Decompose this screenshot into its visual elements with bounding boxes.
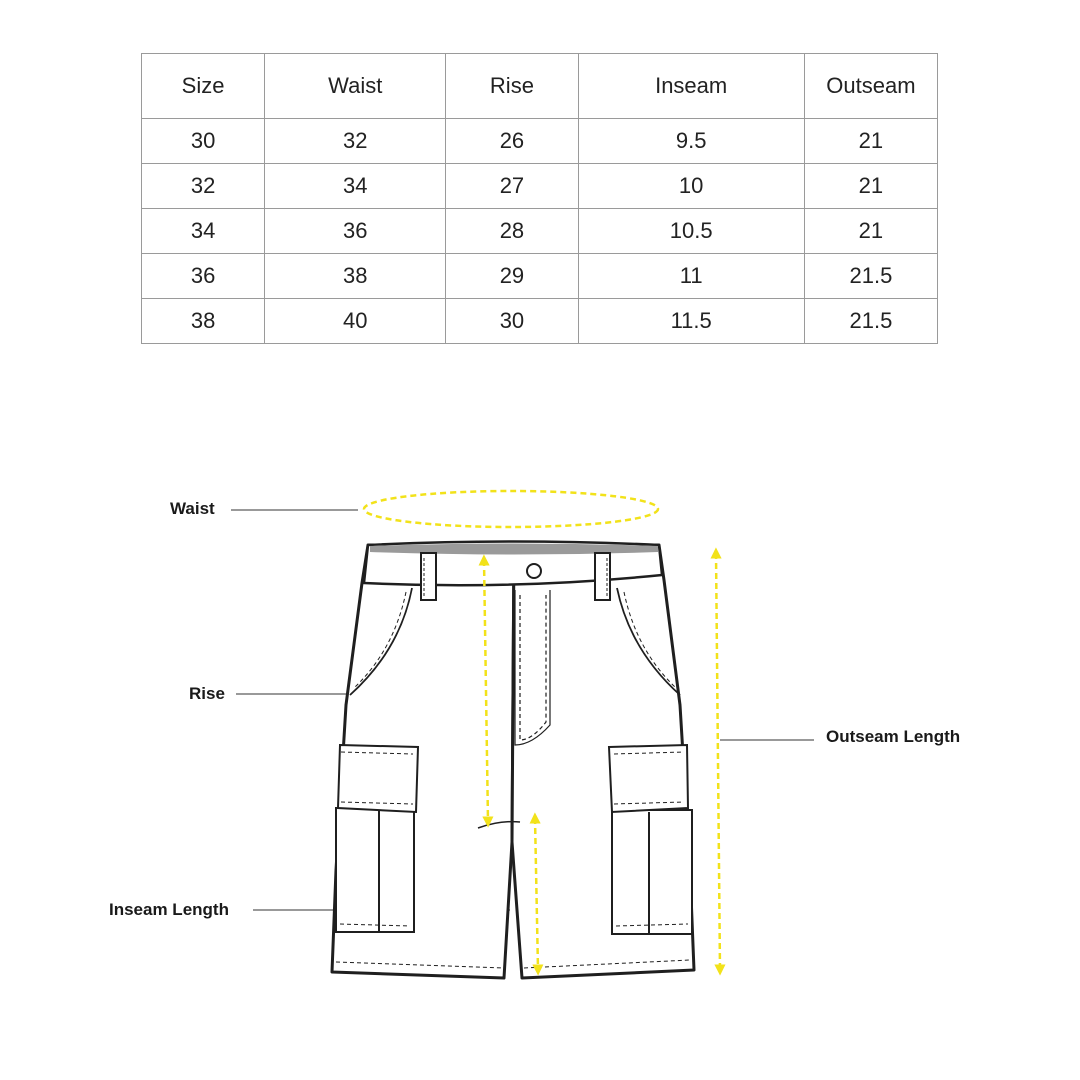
outseam-label: Outseam Length	[826, 727, 961, 746]
shorts-left-side	[332, 545, 514, 978]
cell-outseam: 21.5	[804, 299, 937, 344]
cell-size: 32	[142, 164, 265, 209]
cell-inseam: 11.5	[578, 299, 804, 344]
leader-lines	[231, 510, 814, 910]
size-chart-table	[141, 53, 938, 344]
cell-waist: 32	[265, 119, 446, 164]
cell-outseam: 21.5	[804, 254, 937, 299]
inseam-arrow	[535, 818, 538, 970]
cell-inseam: 10	[578, 164, 804, 209]
right-cargo-pocket	[609, 745, 692, 934]
front-pockets	[350, 588, 680, 695]
cell-waist: 38	[265, 254, 446, 299]
header-rise: Rise	[446, 54, 578, 119]
outseam-arrow	[716, 553, 720, 970]
cell-size: 38	[142, 299, 265, 344]
waistband	[364, 542, 662, 586]
rise-label: Rise	[189, 684, 225, 703]
table-row	[142, 254, 938, 299]
cell-outseam: 21	[804, 164, 937, 209]
cell-waist: 34	[265, 164, 446, 209]
cell-rise: 28	[446, 209, 578, 254]
header-size: Size	[142, 54, 265, 119]
left-cargo-pocket	[336, 745, 418, 932]
table-row	[142, 119, 938, 164]
header-inseam: Inseam	[578, 54, 804, 119]
cell-outseam: 21	[804, 209, 937, 254]
rise-arrow	[484, 560, 488, 822]
belt-loop-right	[595, 553, 610, 600]
cell-outseam: 21	[804, 119, 937, 164]
cell-waist: 36	[265, 209, 446, 254]
fly-stitching	[515, 590, 550, 745]
waist-button	[527, 564, 541, 578]
right-front-pocket	[617, 588, 680, 695]
inseam-label: Inseam Length	[109, 900, 229, 919]
cell-rise: 29	[446, 254, 578, 299]
table-row	[142, 209, 938, 254]
left-front-pocket	[350, 588, 412, 695]
header-outseam: Outseam	[804, 54, 937, 119]
shorts-outline	[332, 545, 694, 978]
belt-loop-left	[421, 553, 436, 600]
cell-size: 36	[142, 254, 265, 299]
measure-arrows	[484, 553, 720, 970]
header-waist: Waist	[265, 54, 446, 119]
cell-size: 34	[142, 209, 265, 254]
cell-rise: 26	[446, 119, 578, 164]
cell-rise: 30	[446, 299, 578, 344]
cell-inseam: 11	[578, 254, 804, 299]
crotch-seam	[478, 822, 520, 828]
cell-waist: 40	[265, 299, 446, 344]
hem-stitching	[336, 960, 690, 968]
cell-rise: 27	[446, 164, 578, 209]
cell-inseam: 10.5	[578, 209, 804, 254]
waist-measure-ellipse	[364, 491, 658, 527]
shorts-right-side	[512, 545, 694, 978]
table-row	[142, 164, 938, 209]
table-row	[142, 299, 938, 344]
cell-inseam: 9.5	[578, 119, 804, 164]
cell-size: 30	[142, 119, 265, 164]
waist-label: Waist	[170, 499, 215, 518]
belt-loops	[421, 553, 610, 600]
table-header-row	[142, 54, 938, 119]
